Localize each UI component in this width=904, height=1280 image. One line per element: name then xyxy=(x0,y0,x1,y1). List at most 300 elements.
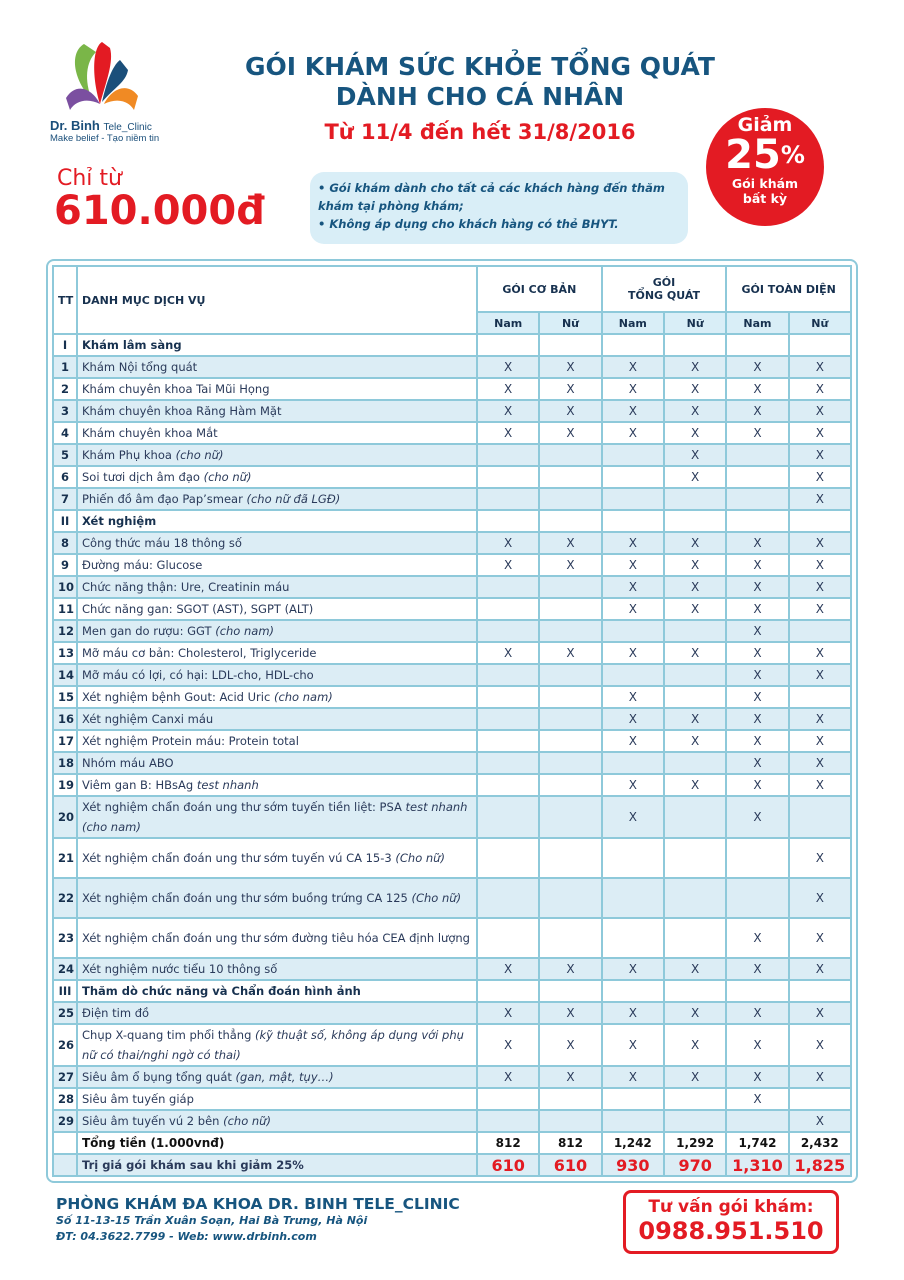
included-mark xyxy=(477,730,539,752)
included-mark xyxy=(602,488,664,510)
included-mark xyxy=(664,878,726,918)
conditions-note xyxy=(310,172,688,244)
service-note: (cho nữ) xyxy=(203,470,252,484)
header-female: Nữ xyxy=(664,312,726,334)
included-mark: X xyxy=(789,422,851,444)
service-name: Đường máu: Glucose xyxy=(77,554,477,576)
row-number: 23 xyxy=(53,918,77,958)
row-number: 6 xyxy=(53,466,77,488)
included-mark: X xyxy=(789,958,851,980)
row-number: 12 xyxy=(53,620,77,642)
row-number: 29 xyxy=(53,1110,77,1132)
total-value: 812 xyxy=(477,1132,539,1154)
included-mark: X xyxy=(789,1024,851,1066)
included-mark: X xyxy=(602,532,664,554)
row-number: 1 xyxy=(53,356,77,378)
service-note: (Cho nữ) xyxy=(395,851,445,865)
included-mark xyxy=(539,488,601,510)
included-mark: X xyxy=(539,1024,601,1066)
service-name: Khám chuyên khoa Răng Hàm Mặt xyxy=(77,400,477,422)
included-mark xyxy=(789,686,851,708)
total-value: 1,242 xyxy=(602,1132,664,1154)
included-mark xyxy=(539,686,601,708)
included-mark: X xyxy=(789,878,851,918)
included-mark xyxy=(602,334,664,356)
table-row xyxy=(53,1066,851,1088)
row-number: 28 xyxy=(53,1088,77,1110)
included-mark: X xyxy=(664,598,726,620)
discounted-price: 1,310 xyxy=(726,1154,788,1176)
included-mark xyxy=(539,1110,601,1132)
included-mark: X xyxy=(789,752,851,774)
included-mark: X xyxy=(789,918,851,958)
service-name: Men gan do rượu: GGT (cho nam) xyxy=(77,620,477,642)
included-mark: X xyxy=(726,356,788,378)
included-mark: X xyxy=(602,576,664,598)
included-mark xyxy=(477,664,539,686)
included-mark xyxy=(477,708,539,730)
badge-line-1: Gói khám xyxy=(731,176,799,191)
included-mark xyxy=(477,878,539,918)
total-value: 1,742 xyxy=(726,1132,788,1154)
section-row xyxy=(53,980,851,1002)
included-mark xyxy=(477,598,539,620)
included-mark: X xyxy=(602,1024,664,1066)
included-mark xyxy=(539,980,601,1002)
included-mark: X xyxy=(477,400,539,422)
row-number: 2 xyxy=(53,378,77,400)
included-mark xyxy=(664,488,726,510)
service-name: Khám Nội tổng quát xyxy=(77,356,477,378)
service-note: (gan, mật, tụy…) xyxy=(235,1070,334,1084)
discounted-price: 610 xyxy=(539,1154,601,1176)
total-value: 2,432 xyxy=(789,1132,851,1154)
included-mark xyxy=(477,1110,539,1132)
services-table-container xyxy=(46,259,858,1183)
included-mark xyxy=(477,466,539,488)
included-mark xyxy=(539,598,601,620)
discounted-label: Trị giá gói khám sau khi giảm 25% xyxy=(77,1154,477,1176)
table-row xyxy=(53,532,851,554)
included-mark: X xyxy=(664,356,726,378)
service-name: Xét nghiệm chẩn đoán ung thư sớm tuyến tiền liệt: PSA test nhanh (cho nam) xyxy=(77,796,477,838)
included-mark: X xyxy=(789,598,851,620)
table-row xyxy=(53,356,851,378)
clinic-logo xyxy=(50,38,160,144)
discounted-price: 930 xyxy=(602,1154,664,1176)
included-mark: X xyxy=(726,918,788,958)
service-name: Mỡ máu cơ bản: Cholesterol, Triglyceride xyxy=(77,642,477,664)
included-mark: X xyxy=(664,1066,726,1088)
clinic-footer xyxy=(56,1195,460,1245)
included-mark xyxy=(539,752,601,774)
included-mark: X xyxy=(789,532,851,554)
included-mark xyxy=(602,620,664,642)
badge-value: 25 xyxy=(725,132,781,178)
included-mark xyxy=(664,838,726,878)
included-mark: X xyxy=(789,356,851,378)
included-mark: X xyxy=(602,1002,664,1024)
row-number: 16 xyxy=(53,708,77,730)
table-row xyxy=(53,708,851,730)
included-mark xyxy=(477,1088,539,1110)
included-mark: X xyxy=(539,958,601,980)
service-name: Siêu âm tuyến vú 2 bên (cho nữ) xyxy=(77,1110,477,1132)
included-mark xyxy=(477,576,539,598)
included-mark: X xyxy=(789,708,851,730)
included-mark xyxy=(477,918,539,958)
included-mark: X xyxy=(602,774,664,796)
service-name: Chức năng gan: SGOT (AST), SGPT (ALT) xyxy=(77,598,477,620)
included-mark xyxy=(664,1088,726,1110)
table-row xyxy=(53,620,851,642)
row-number: 25 xyxy=(53,1002,77,1024)
included-mark xyxy=(477,752,539,774)
included-mark xyxy=(664,1110,726,1132)
section-row xyxy=(53,510,851,532)
row-number: II xyxy=(53,510,77,532)
included-mark xyxy=(664,334,726,356)
included-mark: X xyxy=(664,378,726,400)
table-row xyxy=(53,466,851,488)
row-number: 17 xyxy=(53,730,77,752)
included-mark xyxy=(726,1110,788,1132)
included-mark: X xyxy=(789,1066,851,1088)
service-name: Điện tim đồ xyxy=(77,1002,477,1024)
service-name: Xét nghiệm xyxy=(77,510,477,532)
service-name: Khám Phụ khoa (cho nữ) xyxy=(77,444,477,466)
included-mark: X xyxy=(664,444,726,466)
service-name: Phiến đồ âm đạo Pap’smear (cho nữ đã LGĐ) xyxy=(77,488,477,510)
page-title xyxy=(200,52,760,148)
included-mark: X xyxy=(726,598,788,620)
service-note: (cho nam) xyxy=(215,624,275,638)
row-number: 26 xyxy=(53,1024,77,1066)
included-mark xyxy=(789,796,851,838)
included-mark xyxy=(789,510,851,532)
table-row xyxy=(53,488,851,510)
header-general-package: GÓI TỔNG QUÁT xyxy=(602,266,727,312)
included-mark: X xyxy=(664,774,726,796)
included-mark: X xyxy=(726,400,788,422)
included-mark: X xyxy=(789,554,851,576)
included-mark xyxy=(664,752,726,774)
included-mark: X xyxy=(477,532,539,554)
service-name: Chụp X-quang tim phổi thẳng (kỹ thuật số, không áp dụng với phụ nữ có thai/nghi ngờ có thai) xyxy=(77,1024,477,1066)
included-mark xyxy=(664,510,726,532)
included-mark: X xyxy=(726,422,788,444)
row-number: I xyxy=(53,334,77,356)
service-name: Xét nghiệm chẩn đoán ung thư sớm tuyến vú CA 15-3 (Cho nữ) xyxy=(77,838,477,878)
service-name: Mỡ máu có lợi, có hại: LDL-cho, HDL-cho xyxy=(77,664,477,686)
row-number: 9 xyxy=(53,554,77,576)
hotline-box xyxy=(623,1190,839,1254)
row-number: 11 xyxy=(53,598,77,620)
note-item: • Gói khám dành cho tất cả các khách hàng đến thăm khám tại phòng khám; xyxy=(318,181,665,213)
included-mark xyxy=(477,774,539,796)
table-row xyxy=(53,958,851,980)
table-row xyxy=(53,918,851,958)
included-mark xyxy=(477,686,539,708)
included-mark: X xyxy=(664,466,726,488)
included-mark: X xyxy=(664,1002,726,1024)
service-name: Xét nghiệm Protein máu: Protein total xyxy=(77,730,477,752)
included-mark xyxy=(539,334,601,356)
starting-price: 610.000đ xyxy=(54,188,265,234)
included-mark: X xyxy=(602,400,664,422)
table-row xyxy=(53,1002,851,1024)
row-number: 14 xyxy=(53,664,77,686)
included-mark: X xyxy=(789,730,851,752)
included-mark xyxy=(477,334,539,356)
discounted-price: 970 xyxy=(664,1154,726,1176)
included-mark xyxy=(539,576,601,598)
section-row xyxy=(53,334,851,356)
included-mark xyxy=(602,664,664,686)
included-mark xyxy=(602,918,664,958)
included-mark: X xyxy=(539,554,601,576)
logo-name: Dr. Binh xyxy=(50,118,100,133)
header-tt: TT xyxy=(53,266,77,334)
included-mark: X xyxy=(726,958,788,980)
included-mark: X xyxy=(726,532,788,554)
row-number: 15 xyxy=(53,686,77,708)
included-mark: X xyxy=(789,378,851,400)
service-name: Xét nghiệm Canxi máu xyxy=(77,708,477,730)
included-mark xyxy=(664,980,726,1002)
included-mark: X xyxy=(664,642,726,664)
included-mark xyxy=(539,796,601,838)
header-female: Nữ xyxy=(539,312,601,334)
included-mark: X xyxy=(664,532,726,554)
included-mark: X xyxy=(789,838,851,878)
included-mark: X xyxy=(726,730,788,752)
included-mark xyxy=(477,444,539,466)
clinic-name: PHÒNG KHÁM ĐA KHOA DR. BINH TELE_CLINIC xyxy=(56,1195,460,1213)
included-mark xyxy=(539,774,601,796)
total-value: 812 xyxy=(539,1132,601,1154)
table-row xyxy=(53,878,851,918)
row-number: 7 xyxy=(53,488,77,510)
table-row xyxy=(53,378,851,400)
table-row xyxy=(53,400,851,422)
table-row xyxy=(53,576,851,598)
service-note: (cho nữ) xyxy=(223,1114,271,1128)
discounted-price: 610 xyxy=(477,1154,539,1176)
price-label: Chỉ từ xyxy=(57,166,122,191)
included-mark: X xyxy=(726,686,788,708)
included-mark xyxy=(664,686,726,708)
title-line-2: DÀNH CHO CÁ NHÂN xyxy=(335,82,625,111)
included-mark: X xyxy=(477,356,539,378)
included-mark xyxy=(602,878,664,918)
row-number: 27 xyxy=(53,1066,77,1088)
table-row xyxy=(53,1088,851,1110)
service-name: Thăm dò chức năng và Chẩn đoán hình ảnh xyxy=(77,980,477,1002)
hotline-number[interactable]: 0988.951.510 xyxy=(638,1217,824,1245)
included-mark xyxy=(726,466,788,488)
included-mark: X xyxy=(726,642,788,664)
total-row xyxy=(53,1132,851,1154)
included-mark: X xyxy=(477,642,539,664)
table-row xyxy=(53,444,851,466)
service-name: Viêm gan B: HBsAg test nhanh xyxy=(77,774,477,796)
included-mark xyxy=(789,620,851,642)
included-mark xyxy=(539,918,601,958)
service-name: Chức năng thận: Ure, Creatinin máu xyxy=(77,576,477,598)
included-mark xyxy=(602,1088,664,1110)
included-mark: X xyxy=(664,958,726,980)
included-mark: X xyxy=(726,796,788,838)
header-female: Nữ xyxy=(789,312,851,334)
row-number: 5 xyxy=(53,444,77,466)
included-mark: X xyxy=(726,1088,788,1110)
header-basic-package: GÓI CƠ BẢN xyxy=(477,266,602,312)
included-mark: X xyxy=(602,356,664,378)
included-mark xyxy=(602,444,664,466)
included-mark: X xyxy=(539,378,601,400)
row-number: 3 xyxy=(53,400,77,422)
promotion-period: Từ 11/4 đến hết 31/8/2016 xyxy=(324,120,636,144)
service-name: Xét nghiệm bệnh Gout: Acid Uric (cho nam) xyxy=(77,686,477,708)
included-mark xyxy=(477,980,539,1002)
included-mark xyxy=(726,980,788,1002)
included-mark xyxy=(726,510,788,532)
included-mark: X xyxy=(539,532,601,554)
title-line-1: GÓI KHÁM SỨC KHỎE TỔNG QUÁT xyxy=(245,52,715,81)
table-row xyxy=(53,730,851,752)
service-name: Công thức máu 18 thông số xyxy=(77,532,477,554)
included-mark xyxy=(726,488,788,510)
included-mark xyxy=(726,838,788,878)
included-mark xyxy=(602,838,664,878)
included-mark: X xyxy=(789,1110,851,1132)
header-male: Nam xyxy=(602,312,664,334)
row-number: 10 xyxy=(53,576,77,598)
included-mark: X xyxy=(539,400,601,422)
logo-name-suffix: Tele_Clinic xyxy=(103,122,152,133)
included-mark: X xyxy=(477,1066,539,1088)
included-mark: X xyxy=(726,752,788,774)
clinic-contact: ĐT: 04.3622.7799 - Web: www.drbinh.com xyxy=(56,1230,317,1243)
included-mark: X xyxy=(539,1002,601,1024)
included-mark: X xyxy=(664,576,726,598)
included-mark: X xyxy=(789,774,851,796)
total-value: 1,292 xyxy=(664,1132,726,1154)
row-number: 8 xyxy=(53,532,77,554)
included-mark: X xyxy=(726,554,788,576)
row-number: 24 xyxy=(53,958,77,980)
service-note: test nhanh xyxy=(196,778,259,792)
service-note: (cho nam) xyxy=(273,690,333,704)
included-mark: X xyxy=(602,598,664,620)
table-row xyxy=(53,1110,851,1132)
header-male: Nam xyxy=(726,312,788,334)
included-mark xyxy=(664,620,726,642)
service-name: Xét nghiệm nước tiểu 10 thông số xyxy=(77,958,477,980)
included-mark: X xyxy=(789,400,851,422)
included-mark: X xyxy=(602,1066,664,1088)
included-mark xyxy=(789,1088,851,1110)
included-mark: X xyxy=(539,642,601,664)
included-mark xyxy=(664,796,726,838)
included-mark: X xyxy=(477,554,539,576)
hotline-label: Tư vấn gói khám: xyxy=(648,1197,814,1217)
service-note: test nhanh (cho nam) xyxy=(82,800,468,834)
included-mark: X xyxy=(789,642,851,664)
header-service: DANH MỤC DỊCH VỤ xyxy=(77,266,477,334)
discount-badge xyxy=(706,108,824,226)
included-mark: X xyxy=(726,774,788,796)
discounted-price: 1,825 xyxy=(789,1154,851,1176)
included-mark xyxy=(602,980,664,1002)
service-name: Khám chuyên khoa Mắt xyxy=(77,422,477,444)
included-mark: X xyxy=(789,576,851,598)
row-number: 22 xyxy=(53,878,77,918)
included-mark: X xyxy=(789,664,851,686)
flower-logo-icon xyxy=(62,38,142,116)
included-mark: X xyxy=(664,1024,726,1066)
service-note: (kỹ thuật số, không áp dụng với phụ nữ có thai/nghi ngờ có thai) xyxy=(82,1028,464,1062)
service-name: Khám lâm sàng xyxy=(77,334,477,356)
included-mark xyxy=(726,334,788,356)
included-mark: X xyxy=(726,708,788,730)
service-note: (cho nữ) xyxy=(175,448,224,462)
included-mark: X xyxy=(789,1002,851,1024)
table-row xyxy=(53,598,851,620)
included-mark xyxy=(539,878,601,918)
table-row xyxy=(53,554,851,576)
included-mark: X xyxy=(602,708,664,730)
included-mark: X xyxy=(477,378,539,400)
included-mark: X xyxy=(539,356,601,378)
included-mark xyxy=(539,664,601,686)
included-mark xyxy=(602,466,664,488)
table-row xyxy=(53,642,851,664)
included-mark xyxy=(477,796,539,838)
included-mark xyxy=(789,334,851,356)
included-mark xyxy=(477,838,539,878)
table-row xyxy=(53,774,851,796)
included-mark: X xyxy=(726,1024,788,1066)
header-male: Nam xyxy=(477,312,539,334)
table-row xyxy=(53,752,851,774)
table-row xyxy=(53,796,851,838)
included-mark: X xyxy=(602,642,664,664)
row-number: 20 xyxy=(53,796,77,838)
included-mark: X xyxy=(789,466,851,488)
service-note: (Cho nữ) xyxy=(411,891,462,905)
table-row xyxy=(53,1024,851,1066)
included-mark: X xyxy=(477,422,539,444)
included-mark xyxy=(539,730,601,752)
included-mark xyxy=(539,510,601,532)
included-mark xyxy=(539,444,601,466)
included-mark: X xyxy=(477,958,539,980)
services-table xyxy=(52,265,852,1177)
service-name: Siêu âm ổ bụng tổng quát (gan, mật, tụy…) xyxy=(77,1066,477,1088)
included-mark xyxy=(602,510,664,532)
included-mark xyxy=(539,838,601,878)
table-row xyxy=(53,664,851,686)
row-number: III xyxy=(53,980,77,1002)
included-mark: X xyxy=(664,708,726,730)
included-mark: X xyxy=(726,664,788,686)
included-mark: X xyxy=(539,422,601,444)
logo-tagline: Make belief - Tạo niềm tin xyxy=(50,133,160,144)
table-row xyxy=(53,422,851,444)
included-mark: X xyxy=(726,620,788,642)
